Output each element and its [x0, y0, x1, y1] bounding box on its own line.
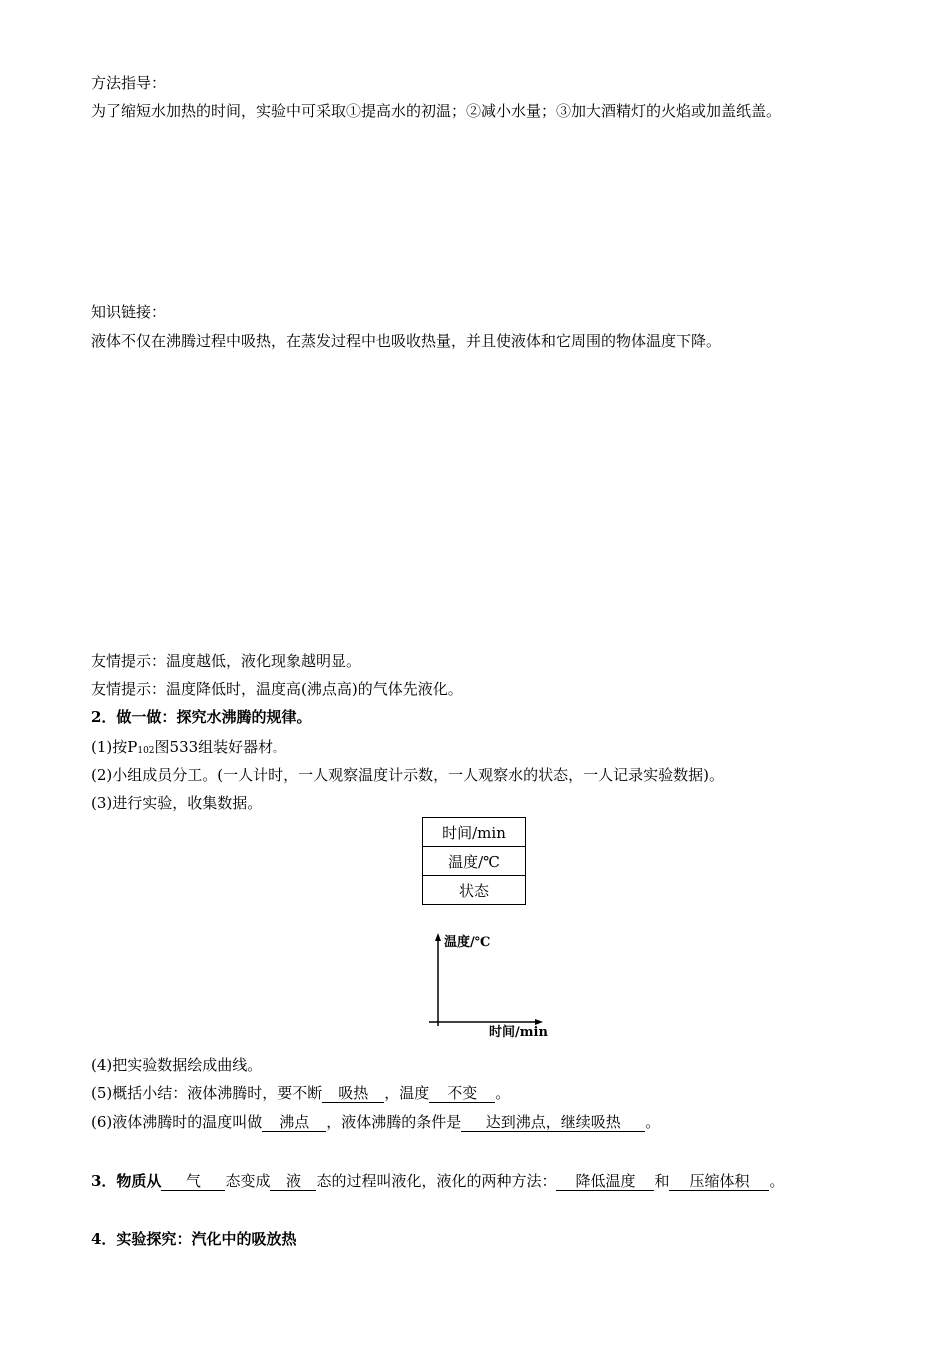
graph-x-label: 时间/min — [489, 1025, 548, 1040]
step5-answer-2: 不变 — [429, 1084, 495, 1103]
item3-answer-4: 压缩体积 — [669, 1172, 769, 1191]
item4-text-b: 中的吸放热 — [221, 1230, 297, 1248]
item4-title — [91, 1229, 296, 1249]
item3-answer-2: 液 — [270, 1172, 316, 1191]
method-guide-title: 方法指导： — [91, 74, 167, 92]
item3-text-e: 。 — [769, 1172, 785, 1190]
item4-text-a: 4．实验探究：汽化 — [91, 1230, 222, 1248]
step1 — [91, 737, 283, 761]
item3-answer-1: 气 — [161, 1172, 225, 1191]
item3-text-d: 和 — [654, 1172, 670, 1190]
item3-text-c: 态的过程叫液化，液化的两种方法： — [316, 1172, 557, 1190]
table-cell: 时间/min — [423, 818, 526, 847]
step1-page-subscript: 102 — [137, 746, 155, 756]
y-axis-arrow — [435, 933, 441, 941]
method-guide-text: 为了缩短水加热的时间，实验中可采取①提高水的初温；②减小水量；③加大酒精灯的火焰或加盖纸盖。 — [91, 102, 782, 120]
data-table — [422, 817, 526, 905]
step5-text-b: ，温度 — [384, 1084, 430, 1102]
graph-y-label: 温度/℃ — [444, 935, 491, 950]
step1-text-c: 。 — [273, 744, 284, 755]
knowledge-link-text: 液体不仅在沸腾过程中吸热，在蒸发过程中也吸收热量，并且使液体和它周围的物体温度下降。 — [91, 332, 722, 350]
step5-answer-1: 吸热 — [322, 1084, 384, 1103]
table-row — [423, 818, 526, 847]
step6-text-b: ，液体沸腾的条件是 — [326, 1113, 462, 1131]
temperature-time-graph — [425, 930, 565, 1040]
table-cell: 温度/℃ — [423, 847, 526, 876]
table-row — [423, 847, 526, 876]
step5-text-c: 。 — [495, 1084, 511, 1102]
friendly-tip-2: 友情提示：温度降低时，温度高(沸点高)的气体先液化。 — [91, 680, 463, 698]
item3 — [91, 1171, 785, 1191]
step5-text-a: (5)概括小结：液体沸腾时，要不断 — [91, 1084, 323, 1102]
friendly-tip-1: 友情提示：温度越低，液化现象越明显。 — [91, 652, 362, 670]
step6-text-c: 。 — [645, 1113, 661, 1131]
item3-text-a: 3．物质从 — [91, 1172, 162, 1190]
step1-text-b: 图533组装好器材 — [154, 738, 274, 756]
step6-text-a: (6)液体沸腾时的温度叫做 — [91, 1113, 263, 1131]
item3-text-b: 态变成 — [225, 1172, 271, 1190]
step5 — [91, 1083, 510, 1103]
step3: (3)进行实验，收集数据。 — [91, 794, 263, 812]
step4: (4)把实验数据绘成曲线。 — [91, 1056, 263, 1074]
item3-answer-3: 降低温度 — [556, 1172, 654, 1191]
step2: (2)小组成员分工。(一人计时，一人观察温度计示数，一人观察水的状态，一人记录实验数据)。 — [91, 766, 724, 784]
table-cell: 状态 — [423, 876, 526, 905]
step1-text-a: (1)按P — [91, 738, 138, 756]
knowledge-link-title: 知识链接： — [91, 303, 167, 321]
table-row — [423, 876, 526, 905]
item2-title: 2．做一做：探究水沸腾的规律。 — [91, 708, 312, 726]
step6-answer-2: 达到沸点，继续吸热 — [461, 1113, 645, 1132]
step6 — [91, 1112, 660, 1132]
step6-answer-1: 沸点 — [262, 1113, 326, 1132]
